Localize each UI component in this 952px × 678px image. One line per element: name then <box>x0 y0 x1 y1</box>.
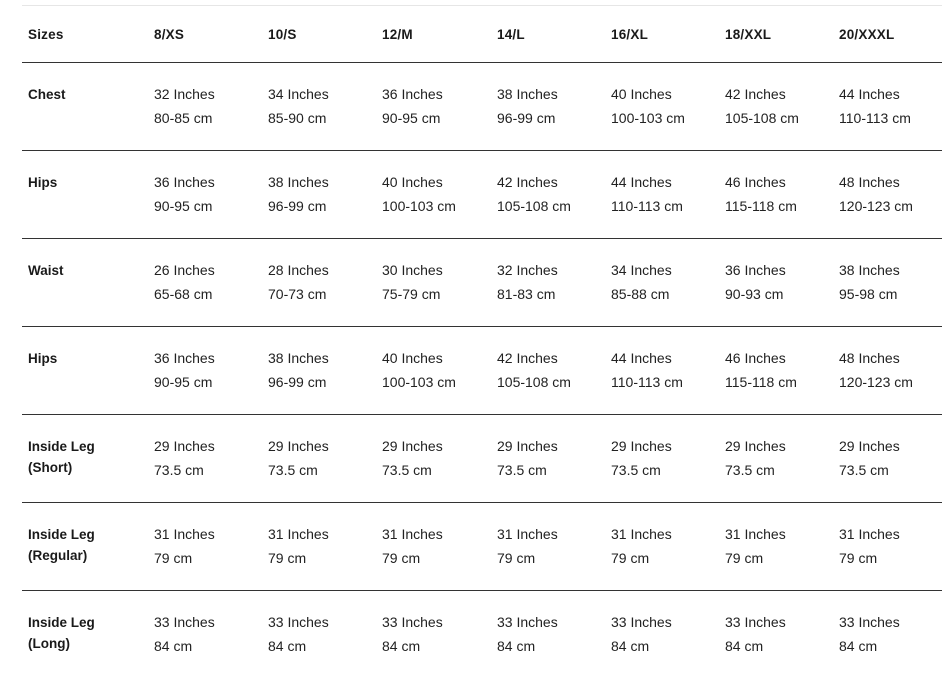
table-cell <box>833 63 942 151</box>
table-cell <box>719 503 833 591</box>
measurement-value <box>497 327 605 394</box>
measurement-value <box>382 239 491 306</box>
measurement-value <box>725 239 833 306</box>
table-cell <box>605 415 719 503</box>
table-cell <box>491 503 605 591</box>
table-cell <box>376 415 491 503</box>
cm-value: 81-83 cm <box>497 282 605 306</box>
table-cell <box>376 591 491 678</box>
table-cell <box>605 151 719 239</box>
measurement-value <box>839 503 942 570</box>
table-cell <box>148 239 262 327</box>
measurement-label: Hips <box>28 151 148 193</box>
table-cell <box>605 503 719 591</box>
measurement-value <box>839 415 942 482</box>
measurement-value <box>382 415 491 482</box>
header-size-l: 14/L <box>491 6 605 63</box>
inches-value: 34 Inches <box>268 82 376 106</box>
table-cell <box>833 415 942 503</box>
measurement-value <box>497 503 605 570</box>
cm-value: 84 cm <box>725 634 833 658</box>
measurement-value <box>839 63 942 130</box>
inches-value: 40 Inches <box>382 346 491 370</box>
cm-value: 73.5 cm <box>382 458 491 482</box>
measurement-value <box>268 239 376 306</box>
cm-value: 73.5 cm <box>725 458 833 482</box>
table-cell <box>719 415 833 503</box>
table-cell <box>719 151 833 239</box>
cm-value: 96-99 cm <box>497 106 605 130</box>
cm-value: 79 cm <box>382 546 491 570</box>
inches-value: 32 Inches <box>154 82 262 106</box>
measurement-value <box>611 591 719 658</box>
table-cell <box>148 415 262 503</box>
cm-value: 84 cm <box>268 634 376 658</box>
measurement-label-cell <box>22 591 148 678</box>
inches-value: 42 Inches <box>497 170 605 194</box>
table-cell <box>491 415 605 503</box>
measurement-value <box>268 151 376 218</box>
measurement-value <box>268 327 376 394</box>
cm-value: 84 cm <box>611 634 719 658</box>
inches-value: 48 Inches <box>839 170 942 194</box>
measurement-value <box>268 63 376 130</box>
cm-value: 84 cm <box>839 634 942 658</box>
measurement-value <box>154 415 262 482</box>
measurement-value <box>839 327 942 394</box>
table-cell <box>719 239 833 327</box>
table-cell <box>148 327 262 415</box>
header-size-xxxl: 20/XXXL <box>833 6 942 63</box>
measurement-label-cell <box>22 63 148 151</box>
measurement-value <box>497 591 605 658</box>
measurement-label-cell <box>22 239 148 327</box>
table-row <box>22 239 942 327</box>
cm-value: 80-85 cm <box>154 106 262 130</box>
table-row <box>22 415 942 503</box>
table-row <box>22 503 942 591</box>
table-cell <box>719 327 833 415</box>
measurement-value <box>382 503 491 570</box>
measurement-value <box>268 503 376 570</box>
cm-value: 79 cm <box>154 546 262 570</box>
measurement-label: Waist <box>28 239 148 281</box>
cm-value: 73.5 cm <box>154 458 262 482</box>
cm-value: 95-98 cm <box>839 282 942 306</box>
measurement-value <box>268 591 376 658</box>
table-cell <box>262 415 376 503</box>
table-cell <box>262 239 376 327</box>
cm-value: 79 cm <box>611 546 719 570</box>
measurement-value <box>611 503 719 570</box>
measurement-value <box>154 151 262 218</box>
inches-value: 38 Inches <box>268 346 376 370</box>
table-row <box>22 327 942 415</box>
inches-value: 38 Inches <box>839 258 942 282</box>
cm-value: 65-68 cm <box>154 282 262 306</box>
measurement-value <box>154 503 262 570</box>
measurement-value <box>497 63 605 130</box>
cm-value: 73.5 cm <box>268 458 376 482</box>
measurement-value <box>725 591 833 658</box>
measurement-value <box>611 63 719 130</box>
cm-value: 100-103 cm <box>382 370 491 394</box>
size-chart-table <box>22 5 942 678</box>
measurement-value <box>497 151 605 218</box>
table-cell <box>148 591 262 678</box>
measurement-value <box>839 151 942 218</box>
table-cell <box>605 327 719 415</box>
cm-value: 73.5 cm <box>611 458 719 482</box>
table-row <box>22 151 942 239</box>
inches-value: 33 Inches <box>268 610 376 634</box>
table-cell <box>605 239 719 327</box>
inches-value: 46 Inches <box>725 170 833 194</box>
header-row <box>22 6 942 63</box>
measurement-label: Inside Leg (Long) <box>28 591 148 654</box>
inches-value: 33 Inches <box>725 610 833 634</box>
measurement-value <box>268 415 376 482</box>
measurement-label: Inside Leg (Short) <box>28 415 148 478</box>
inches-value: 31 Inches <box>154 522 262 546</box>
inches-value: 36 Inches <box>382 82 491 106</box>
measurement-value <box>497 415 605 482</box>
measurement-label: Chest <box>28 63 148 105</box>
cm-value: 79 cm <box>725 546 833 570</box>
inches-value: 33 Inches <box>497 610 605 634</box>
table-cell <box>376 327 491 415</box>
measurement-value <box>839 239 942 306</box>
cm-value: 105-108 cm <box>497 194 605 218</box>
cm-value: 96-99 cm <box>268 194 376 218</box>
measurement-label: Hips <box>28 327 148 369</box>
measurement-label-cell <box>22 415 148 503</box>
cm-value: 85-88 cm <box>611 282 719 306</box>
table-cell <box>148 503 262 591</box>
inches-value: 36 Inches <box>725 258 833 282</box>
measurement-value <box>382 151 491 218</box>
measurement-value <box>725 415 833 482</box>
inches-value: 32 Inches <box>497 258 605 282</box>
cm-value: 73.5 cm <box>839 458 942 482</box>
measurement-value <box>725 63 833 130</box>
inches-value: 29 Inches <box>839 434 942 458</box>
inches-value: 29 Inches <box>725 434 833 458</box>
cm-value: 90-95 cm <box>154 370 262 394</box>
measurement-value <box>382 327 491 394</box>
inches-value: 33 Inches <box>611 610 719 634</box>
table-cell <box>376 503 491 591</box>
table-cell <box>262 63 376 151</box>
table-cell <box>491 151 605 239</box>
table-cell <box>262 591 376 678</box>
table-cell <box>491 327 605 415</box>
cm-value: 90-95 cm <box>382 106 491 130</box>
size-chart-body <box>22 63 942 678</box>
inches-value: 38 Inches <box>268 170 376 194</box>
table-cell <box>605 591 719 678</box>
table-cell <box>262 151 376 239</box>
header-size-xs: 8/XS <box>148 6 262 63</box>
table-cell <box>833 503 942 591</box>
cm-value: 120-123 cm <box>839 194 942 218</box>
cm-value: 79 cm <box>497 546 605 570</box>
inches-value: 29 Inches <box>611 434 719 458</box>
measurement-label-cell <box>22 503 148 591</box>
inches-value: 31 Inches <box>725 522 833 546</box>
table-cell <box>491 239 605 327</box>
cm-value: 115-118 cm <box>725 370 833 394</box>
cm-value: 100-103 cm <box>611 106 719 130</box>
table-cell <box>262 327 376 415</box>
inches-value: 31 Inches <box>382 522 491 546</box>
inches-value: 33 Inches <box>382 610 491 634</box>
inches-value: 44 Inches <box>611 346 719 370</box>
cm-value: 84 cm <box>154 634 262 658</box>
cm-value: 84 cm <box>382 634 491 658</box>
table-cell <box>491 591 605 678</box>
inches-value: 38 Inches <box>497 82 605 106</box>
cm-value: 105-108 cm <box>497 370 605 394</box>
measurement-value <box>154 327 262 394</box>
inches-value: 31 Inches <box>611 522 719 546</box>
inches-value: 30 Inches <box>382 258 491 282</box>
table-cell <box>719 63 833 151</box>
cm-value: 105-108 cm <box>725 106 833 130</box>
inches-value: 40 Inches <box>382 170 491 194</box>
inches-value: 28 Inches <box>268 258 376 282</box>
cm-value: 100-103 cm <box>382 194 491 218</box>
measurement-value <box>725 151 833 218</box>
header-size-xxl: 18/XXL <box>719 6 833 63</box>
header-sizes: Sizes <box>22 6 148 63</box>
table-cell <box>376 63 491 151</box>
measurement-label: Inside Leg (Regular) <box>28 503 148 566</box>
cm-value: 110-113 cm <box>611 370 719 394</box>
inches-value: 42 Inches <box>497 346 605 370</box>
inches-value: 31 Inches <box>268 522 376 546</box>
cm-value: 73.5 cm <box>497 458 605 482</box>
measurement-value <box>611 151 719 218</box>
measurement-label-cell <box>22 151 148 239</box>
inches-value: 36 Inches <box>154 346 262 370</box>
cm-value: 120-123 cm <box>839 370 942 394</box>
inches-value: 33 Inches <box>154 610 262 634</box>
inches-value: 36 Inches <box>154 170 262 194</box>
measurement-value <box>725 327 833 394</box>
cm-value: 115-118 cm <box>725 194 833 218</box>
cm-value: 70-73 cm <box>268 282 376 306</box>
measurement-value <box>382 63 491 130</box>
measurement-value <box>611 327 719 394</box>
cm-value: 79 cm <box>839 546 942 570</box>
table-cell <box>719 591 833 678</box>
table-cell <box>376 239 491 327</box>
table-cell <box>833 591 942 678</box>
table-cell <box>262 503 376 591</box>
table-cell <box>148 151 262 239</box>
inches-value: 29 Inches <box>154 434 262 458</box>
measurement-value <box>497 239 605 306</box>
inches-value: 40 Inches <box>611 82 719 106</box>
measurement-value <box>725 503 833 570</box>
table-cell <box>833 239 942 327</box>
cm-value: 85-90 cm <box>268 106 376 130</box>
inches-value: 31 Inches <box>839 522 942 546</box>
inches-value: 29 Inches <box>382 434 491 458</box>
table-cell <box>148 63 262 151</box>
measurement-value <box>382 591 491 658</box>
cm-value: 75-79 cm <box>382 282 491 306</box>
table-cell <box>491 63 605 151</box>
cm-value: 90-95 cm <box>154 194 262 218</box>
table-cell <box>833 327 942 415</box>
inches-value: 44 Inches <box>839 82 942 106</box>
measurement-value <box>154 239 262 306</box>
header-size-xl: 16/XL <box>605 6 719 63</box>
cm-value: 110-113 cm <box>611 194 719 218</box>
table-cell <box>605 63 719 151</box>
inches-value: 29 Inches <box>497 434 605 458</box>
inches-value: 34 Inches <box>611 258 719 282</box>
measurement-label-cell <box>22 327 148 415</box>
measurement-value <box>154 591 262 658</box>
table-cell <box>376 151 491 239</box>
measurement-value <box>611 239 719 306</box>
cm-value: 84 cm <box>497 634 605 658</box>
cm-value: 96-99 cm <box>268 370 376 394</box>
inches-value: 33 Inches <box>839 610 942 634</box>
measurement-value <box>611 415 719 482</box>
cm-value: 110-113 cm <box>839 106 942 130</box>
inches-value: 26 Inches <box>154 258 262 282</box>
inches-value: 29 Inches <box>268 434 376 458</box>
inches-value: 46 Inches <box>725 346 833 370</box>
measurement-value <box>839 591 942 658</box>
inches-value: 42 Inches <box>725 82 833 106</box>
inches-value: 44 Inches <box>611 170 719 194</box>
measurement-value <box>154 63 262 130</box>
cm-value: 90-93 cm <box>725 282 833 306</box>
cm-value: 79 cm <box>268 546 376 570</box>
size-chart-header <box>22 6 942 63</box>
header-size-m: 12/M <box>376 6 491 63</box>
header-size-s: 10/S <box>262 6 376 63</box>
table-row <box>22 63 942 151</box>
inches-value: 48 Inches <box>839 346 942 370</box>
table-row <box>22 591 942 678</box>
inches-value: 31 Inches <box>497 522 605 546</box>
table-cell <box>833 151 942 239</box>
